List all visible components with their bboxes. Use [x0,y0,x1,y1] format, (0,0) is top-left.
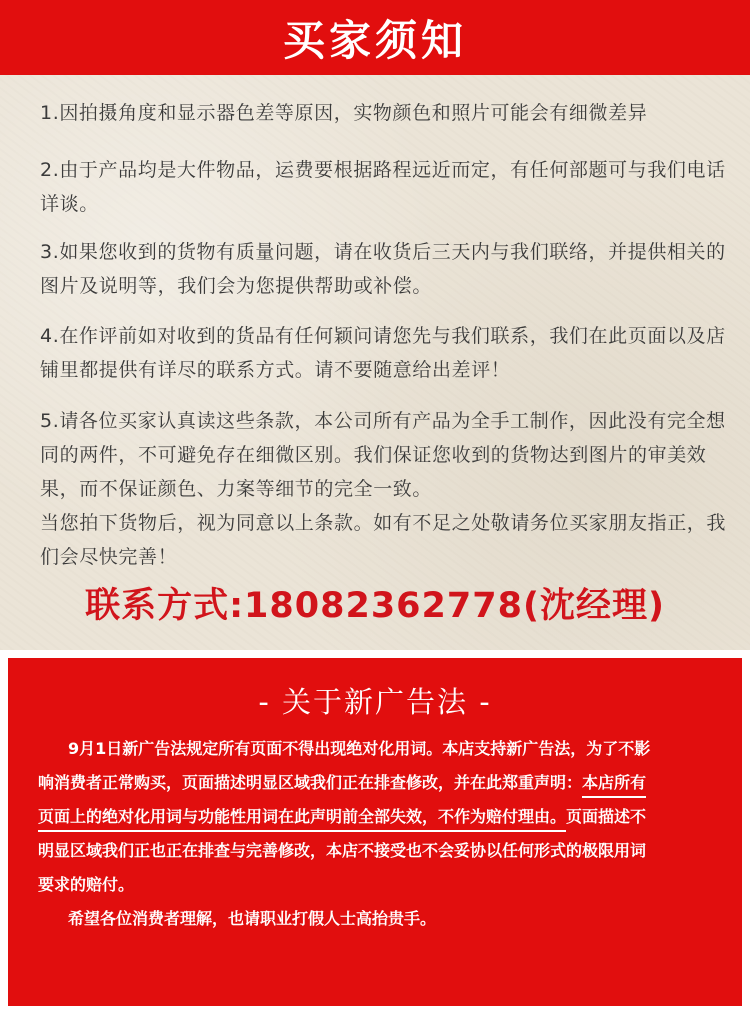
ad-law-line-2-text: 响消费者正常购买，页面描述明显区域我们正在排查修改，并在此郑重声明： [38,773,583,792]
contact-info: 联系方式:18082362778(沈经理) [85,586,665,626]
ad-law-body [38,732,720,936]
notice-text-5: 5.请各位买家认真读这些条款，本公司所有产品为全手工制作，因此没有完全想同的两件，不可避免存在细微区别。我们保证您收到的货物达到图片的审美效果，而不保证颜色、力案等细节的完全一致。 [40,410,726,500]
ad-law-line-3-text: 页面描述不 [566,807,647,826]
page-title: 买家须知 [282,15,467,65]
ad-law-closing: 希望各位消费者理解，也请职业打假人士高抬贵手。 [68,909,437,928]
ad-law-title: - 关于新广告法 - [258,685,492,719]
ad-law-underlined-statement: 页面上的绝对化用词与功能性用词在此声明前全部失效，不作为赔付理由。 [38,807,566,832]
ad-law-panel [8,658,742,1006]
notice-text-1: 1.因拍摄角度和显示器色差等原因，实物颜色和照片可能会有细微差异 [40,102,648,124]
notice-item-5 [40,404,730,574]
notice-text-4: 4.在作评前如对收到的货品有任何颖问请您先与我们联系，我们在此页面以及店铺里都提供有详尽的联系方式。请不要随意给出差评！ [40,325,726,381]
notice-text-5-extra: 当您拍下货物后，视为同意以上条款。如有不足之处敬请务位买家朋友指正，我们会尽快完善！ [40,512,727,568]
notice-item-4 [40,319,730,387]
notice-text-2: 2.由于产品均是大件物品，运费要根据路程远近而定，有任何部题可与我们电话详谈。 [40,159,726,215]
ad-law-line-5: 要求的赔付。 [38,875,135,894]
ad-law-underlined-start: 本店所有 [582,773,646,798]
notice-item-2 [40,153,730,221]
notice-item-3 [40,235,730,303]
ad-law-line-4: 明显区域我们正也正在排查与完善修改，本店不接受也不会妥协以任何形式的极限用词 [38,841,647,860]
notice-text-3: 3.如果您收到的货物有质量问题，请在收货后三天内与我们联络，并提供相关的图片及说明等，我们会为您提供帮助或补偿。 [40,241,726,297]
notice-item-1 [40,96,730,130]
header-banner [0,0,750,75]
ad-law-line-1: 9月1日新广告法规定所有页面不得出现绝对化用词。本店支持新广告法，为了不影 [68,739,651,758]
ad-law-line-3 [38,800,720,834]
ad-law-line-2 [38,766,720,800]
